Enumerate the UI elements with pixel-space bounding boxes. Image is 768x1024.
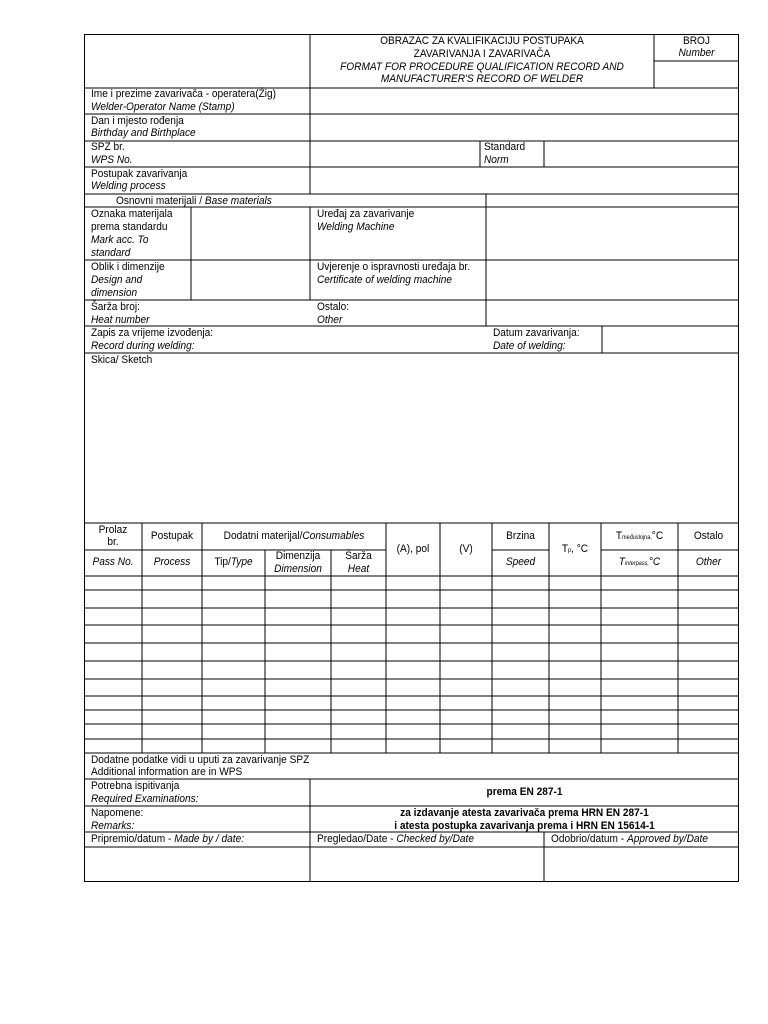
dimension-header-en: Dimension — [274, 563, 322, 575]
table-cell[interactable] — [602, 609, 677, 624]
welding-machine-label-en: Welding Machine — [317, 221, 395, 233]
table-cell[interactable] — [85, 644, 141, 660]
table-cell[interactable] — [441, 697, 491, 709]
welder-name-label-hr: Ime i prezime zavarivača - operatera(Žig) — [91, 88, 277, 100]
table-cell[interactable] — [143, 626, 201, 642]
table-cell[interactable] — [143, 697, 201, 709]
table-cell[interactable] — [441, 725, 491, 738]
table-cell[interactable] — [550, 680, 600, 695]
table-cell[interactable] — [332, 591, 385, 607]
number-field[interactable] — [655, 62, 738, 87]
table-cell[interactable] — [332, 697, 385, 709]
table-cell[interactable] — [550, 697, 600, 709]
table-cell[interactable] — [266, 591, 330, 607]
birth-label-en: Birthday and Birthplace — [91, 127, 196, 139]
number-label-hr: BROJ — [683, 35, 710, 47]
consumables-header — [209, 530, 378, 543]
table-cell[interactable] — [387, 591, 439, 607]
table-cell[interactable] — [143, 644, 201, 660]
welder-name-field[interactable] — [311, 89, 738, 113]
table-cell[interactable] — [602, 725, 677, 738]
table-cell[interactable] — [679, 609, 738, 624]
welding-qualification-form — [84, 34, 739, 882]
table-cell[interactable] — [387, 644, 439, 660]
dimension-header-hr: Dimenzija — [275, 550, 321, 562]
interpass-temp-header-hr — [604, 530, 675, 545]
checked-by-label — [317, 833, 474, 846]
material-mark-label-hr-2: prema standardu — [91, 221, 168, 233]
table-cell[interactable] — [602, 711, 677, 723]
material-mark-label-en-1: Mark acc. To — [91, 234, 149, 246]
table-cell[interactable] — [203, 680, 264, 695]
table-cell[interactable] — [332, 609, 385, 624]
table-cell[interactable] — [387, 697, 439, 709]
base-materials-heading — [116, 195, 272, 208]
table-cell[interactable] — [387, 680, 439, 695]
table-cell[interactable] — [387, 626, 439, 642]
table-cell[interactable] — [550, 577, 600, 589]
required-exams-label-hr: Potrebna ispitivanja — [91, 780, 180, 792]
table-cell[interactable] — [493, 697, 548, 709]
remarks-value-line-2: i atesta postupka zavarivanja prema i HRN EN 15614-1 — [394, 820, 655, 832]
preheat-temp-subscript: p — [568, 548, 572, 554]
table-cell[interactable] — [266, 680, 330, 695]
heat-header-en: Heat — [347, 563, 370, 575]
table-cell[interactable] — [266, 697, 330, 709]
volts-header: (V) — [459, 543, 473, 555]
table-cell[interactable] — [602, 680, 677, 695]
table-cell[interactable] — [85, 591, 141, 607]
sketch-area[interactable] — [85, 368, 738, 522]
welding-process-field[interactable] — [311, 168, 738, 193]
table-cell[interactable] — [441, 577, 491, 589]
table-cell[interactable] — [679, 697, 738, 709]
table-cell[interactable] — [266, 711, 330, 723]
machine-certificate-label-en: Certificate of welding machine — [317, 274, 453, 286]
standard-label-hr: Standard — [484, 141, 526, 153]
standard-label-en: Norm — [484, 154, 509, 166]
table-cell[interactable] — [441, 591, 491, 607]
table-cell[interactable] — [493, 711, 548, 723]
table-cell[interactable] — [332, 662, 385, 678]
welding-machine-label-hr: Uređaj za zavarivanje — [317, 208, 415, 220]
birth-label-hr: Dan i mjesto rođenja — [91, 115, 184, 127]
approved-by-label-en: Approved by/Date — [626, 833, 708, 845]
table-cell[interactable] — [679, 662, 738, 678]
table-cell[interactable] — [493, 644, 548, 660]
table-cell[interactable] — [550, 591, 600, 607]
table-cell[interactable] — [85, 725, 141, 738]
table-cell[interactable] — [679, 644, 738, 660]
design-label-en-2: dimension — [91, 287, 138, 299]
wps-label-hr: SPZ br. — [91, 141, 125, 153]
date-of-welding-field[interactable] — [603, 327, 738, 352]
table-cell[interactable] — [441, 644, 491, 660]
base-materials-heading-en: Base materials — [204, 195, 272, 207]
table-cell[interactable] — [332, 626, 385, 642]
table-cell[interactable] — [85, 697, 141, 709]
table-cell[interactable] — [85, 662, 141, 678]
table-cell[interactable] — [441, 626, 491, 642]
speed-header-hr: Brzina — [506, 530, 535, 542]
table-cell[interactable] — [143, 591, 201, 607]
date-of-welding-label-hr: Datum zavarivanja: — [493, 327, 580, 339]
table-cell[interactable] — [203, 609, 264, 624]
checked-by-label-hr: Pregledao/Date - — [317, 833, 394, 845]
type-header-hr: Tip/ — [214, 556, 231, 568]
design-dimension-field[interactable] — [192, 261, 309, 299]
interpass-temp-symbol-en: T — [618, 556, 625, 568]
table-cell[interactable] — [441, 711, 491, 723]
additional-info-label-en: Additional information are in WPS — [91, 766, 243, 778]
table-cell[interactable] — [266, 662, 330, 678]
date-of-welding-label-en: Date of welding: — [493, 340, 566, 352]
table-cell[interactable] — [679, 577, 738, 589]
table-cell[interactable] — [493, 591, 548, 607]
speed-header-en: Speed — [505, 556, 536, 568]
table-cell[interactable] — [602, 697, 677, 709]
table-cell[interactable] — [203, 577, 264, 589]
table-cell[interactable] — [203, 711, 264, 723]
table-cell[interactable] — [203, 697, 264, 709]
table-cell[interactable] — [493, 662, 548, 678]
table-cell[interactable] — [143, 609, 201, 624]
table-cell[interactable] — [602, 577, 677, 589]
pass-header-hr-1: Prolaz — [98, 524, 128, 536]
table-cell[interactable] — [679, 680, 738, 695]
consumables-header-hr: Dodatni materijal/ — [223, 530, 303, 542]
made-by-label-en: Made by / date: — [174, 833, 245, 845]
table-cell[interactable] — [203, 626, 264, 642]
table-cell[interactable] — [441, 662, 491, 678]
process-label-hr: Postupak zavarivanja — [91, 168, 188, 180]
table-cell[interactable] — [266, 626, 330, 642]
machine-certificate-field[interactable] — [487, 261, 738, 299]
design-label-en-1: Design and — [91, 274, 143, 286]
wps-number-field[interactable] — [311, 142, 479, 166]
table-cell[interactable] — [387, 662, 439, 678]
approved-by-label — [551, 833, 708, 846]
interpass-temp-subscript-en: interpass, — [624, 561, 649, 567]
table-cell[interactable] — [332, 644, 385, 660]
type-header-en: Type — [230, 556, 253, 568]
amps-header: (A), pol — [396, 543, 430, 555]
preheat-temp-unit: , °C — [571, 543, 589, 555]
table-cell[interactable] — [679, 711, 738, 723]
heat-number-field[interactable] — [192, 301, 309, 325]
form-title-en-line-1: FORMAT FOR PROCEDURE QUALIFICATION RECORD AND — [340, 61, 624, 73]
table-cell[interactable] — [602, 662, 677, 678]
other-label-en: Other — [317, 314, 343, 326]
table-cell[interactable] — [493, 609, 548, 624]
table-cell[interactable] — [143, 577, 201, 589]
process-header-en: Process — [153, 556, 191, 568]
table-cell[interactable] — [550, 626, 600, 642]
table-cell[interactable] — [332, 680, 385, 695]
table-cell[interactable] — [493, 577, 548, 589]
table-cell[interactable] — [143, 711, 201, 723]
standard-field[interactable] — [545, 142, 738, 166]
required-exams-label-en: Required Examinations: — [91, 793, 199, 805]
form-title-en-line-2: MANUFACTURER'S RECORD OF WELDER — [380, 73, 584, 85]
form-title-hr-line-2: ZAVARIVANJA I ZAVARIVAČA — [413, 48, 551, 60]
table-cell[interactable] — [203, 591, 264, 607]
approved-by-label-hr: Odobrio/datum - — [551, 833, 625, 845]
machine-certificate-label-hr: Uvjerenje o ispravnosti uređaja br. — [317, 261, 471, 273]
table-cell[interactable] — [332, 711, 385, 723]
welding-machine-field[interactable] — [487, 208, 738, 259]
remarks-label-en: Remarks: — [91, 820, 135, 832]
table-cell[interactable] — [493, 626, 548, 642]
material-mark-field[interactable] — [192, 208, 309, 259]
preheat-temp-header — [551, 543, 599, 558]
pass-header-hr-2: br. — [107, 536, 119, 548]
table-cell[interactable] — [143, 725, 201, 738]
wps-label-en: WPS No. — [91, 154, 133, 166]
table-cell[interactable] — [85, 609, 141, 624]
table-cell[interactable] — [143, 662, 201, 678]
table-cell[interactable] — [441, 609, 491, 624]
welder-name-label-en: Welder-Operator Name (Stamp) — [91, 101, 235, 113]
remarks-value-line-1: za izdavanje atesta zavarivača prema HRN EN 287-1 — [400, 807, 649, 819]
table-cell[interactable] — [493, 680, 548, 695]
table-cell[interactable] — [550, 644, 600, 660]
table-cell[interactable] — [602, 591, 677, 607]
other-header-en: Other — [695, 556, 722, 568]
table-cell[interactable] — [387, 725, 439, 738]
table-cell[interactable] — [266, 725, 330, 738]
table-cell[interactable] — [679, 626, 738, 642]
checked-by-signature-field[interactable] — [311, 848, 543, 881]
table-cell[interactable] — [85, 626, 141, 642]
table-cell[interactable] — [266, 577, 330, 589]
table-cell[interactable] — [203, 644, 264, 660]
approved-by-signature-field[interactable] — [545, 848, 738, 881]
table-cell[interactable] — [602, 626, 677, 642]
table-cell[interactable] — [550, 609, 600, 624]
material-mark-label-en-2: standard — [91, 247, 131, 259]
pass-header-en: Pass No. — [92, 556, 134, 568]
table-cell[interactable] — [266, 609, 330, 624]
number-label-en: Number — [678, 47, 715, 59]
consumables-header-en: Consumables — [302, 530, 365, 542]
table-cell[interactable] — [387, 711, 439, 723]
heat-number-label-en: Heat number — [91, 314, 150, 326]
design-label-hr: Oblik i dimenzije — [91, 261, 165, 273]
table-cell[interactable] — [387, 609, 439, 624]
additional-info-label-hr: Dodatne podatke vidi u uputi za zavarivanje SPZ — [91, 754, 310, 766]
table-cell[interactable] — [387, 577, 439, 589]
form-title-hr-line-1: OBRAZAC ZA KVALIFIKACIJU POSTUPAKA — [380, 35, 584, 47]
table-cell[interactable] — [602, 644, 677, 660]
table-cell[interactable] — [203, 725, 264, 738]
interpass-temp-unit-hr: °C — [651, 530, 664, 542]
table-cell[interactable] — [550, 725, 600, 738]
interpass-temp-unit-en: °C — [648, 556, 661, 568]
type-header — [205, 556, 263, 569]
birth-field[interactable] — [311, 115, 738, 140]
table-cell[interactable] — [85, 680, 141, 695]
table-cell[interactable] — [332, 725, 385, 738]
table-cell[interactable] — [85, 577, 141, 589]
table-cell[interactable] — [679, 725, 738, 738]
required-exams-value: prema EN 287-1 — [486, 786, 563, 798]
preheat-temp-symbol: T — [561, 543, 569, 555]
other-header-hr: Ostalo — [693, 530, 724, 542]
interpass-temp-symbol-hr: T — [615, 530, 623, 542]
material-mark-label-hr-1: Oznaka materijala — [91, 208, 173, 220]
checked-by-label-en: Checked by/Date — [396, 833, 474, 845]
record-during-label-hr: Zapis za vrijeme izvođenja: — [91, 327, 214, 339]
heat-header-hr: Šarža — [345, 550, 372, 562]
sketch-label: Skica/ Sketch — [91, 354, 153, 366]
other-label-hr: Ostalo: — [317, 301, 350, 313]
table-cell[interactable] — [332, 577, 385, 589]
made-by-signature-field[interactable] — [85, 848, 309, 881]
process-label-en: Welding process — [91, 180, 166, 192]
interpass-temp-subscript-hr: međuslojna, — [622, 535, 652, 541]
interpass-temp-header-en — [604, 556, 675, 571]
made-by-label — [91, 833, 244, 846]
table-cell[interactable] — [85, 711, 141, 723]
record-during-label-en: Record during welding: — [91, 340, 195, 352]
base-materials-heading-hr: Osnovni materijali / — [116, 195, 203, 207]
table-cell[interactable] — [266, 644, 330, 660]
table-cell[interactable] — [441, 680, 491, 695]
table-cell[interactable] — [679, 591, 738, 607]
table-cell[interactable] — [550, 662, 600, 678]
heat-number-label-hr: Šarža broj: — [91, 301, 140, 313]
remarks-label-hr: Napomene: — [91, 807, 144, 819]
made-by-label-hr: Pripremio/datum - — [91, 833, 172, 845]
table-cell[interactable] — [203, 662, 264, 678]
table-cell[interactable] — [143, 680, 201, 695]
other-field[interactable] — [487, 301, 738, 325]
table-cell[interactable] — [550, 711, 600, 723]
process-header-hr: Postupak — [150, 530, 194, 542]
table-cell[interactable] — [493, 725, 548, 738]
